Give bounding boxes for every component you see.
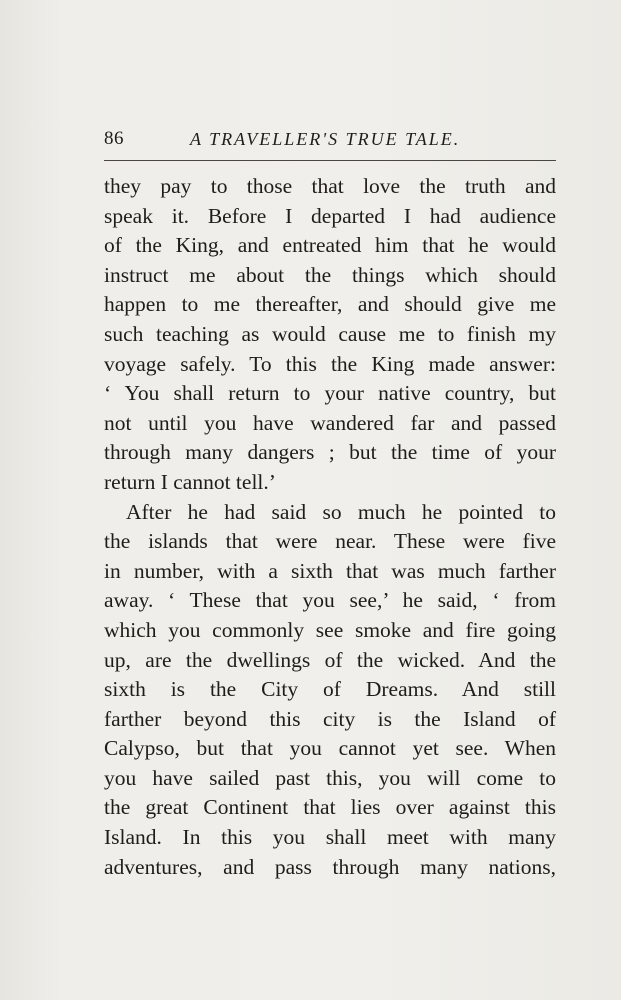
text-line: through many dangers ; but the time of your <box>104 440 556 465</box>
text-line: of the King, and entreated him that he would <box>104 233 556 258</box>
text-line: up, are the dwellings of the wicked. And the <box>104 647 556 672</box>
text-line: After he had said so much he pointed to <box>126 499 556 524</box>
text-line: return I cannot tell.’ <box>104 469 276 494</box>
page-number: 86 <box>104 128 124 149</box>
text-line: you have sailed past this, you will come to <box>104 765 556 790</box>
text-line: Calypso, but that you cannot yet see. When <box>104 736 556 761</box>
text-line: instruct me about the things which should <box>104 262 556 287</box>
text-line: voyage safely. To this the King made answer: <box>104 351 556 376</box>
text-line: sixth is the City of Dreams. And still <box>104 677 556 702</box>
body-text <box>104 172 556 882</box>
text-line: not until you have wandered far and passed <box>104 410 556 435</box>
text-line: speak it. Before I departed I had audience <box>104 203 556 228</box>
text-line: in number, with a sixth that was much farther <box>104 558 556 583</box>
header-rule <box>104 160 556 161</box>
text-line: ‘ You shall return to your native country, but <box>104 381 556 406</box>
running-head <box>104 128 556 158</box>
text-line: farther beyond this city is the Island of <box>104 706 556 731</box>
text-line: such teaching as would cause me to finish my <box>104 321 556 346</box>
text-line: which you commonly see smoke and fire going <box>104 617 556 642</box>
text-line: the great Continent that lies over against this <box>104 795 556 820</box>
text-line: they pay to those that love the truth and <box>104 174 556 198</box>
text-line: away. ‘ These that you see,’ he said, ‘ from <box>104 588 556 613</box>
text-line: happen to me thereafter, and should give me <box>104 292 556 317</box>
text-line: the islands that were near. These were five <box>104 529 556 554</box>
text-line: Island. In this you shall meet with many <box>104 825 556 850</box>
running-title: A TRAVELLER'S TRUE TALE. <box>190 129 461 149</box>
text-line: adventures, and pass through many nations, <box>104 854 556 879</box>
